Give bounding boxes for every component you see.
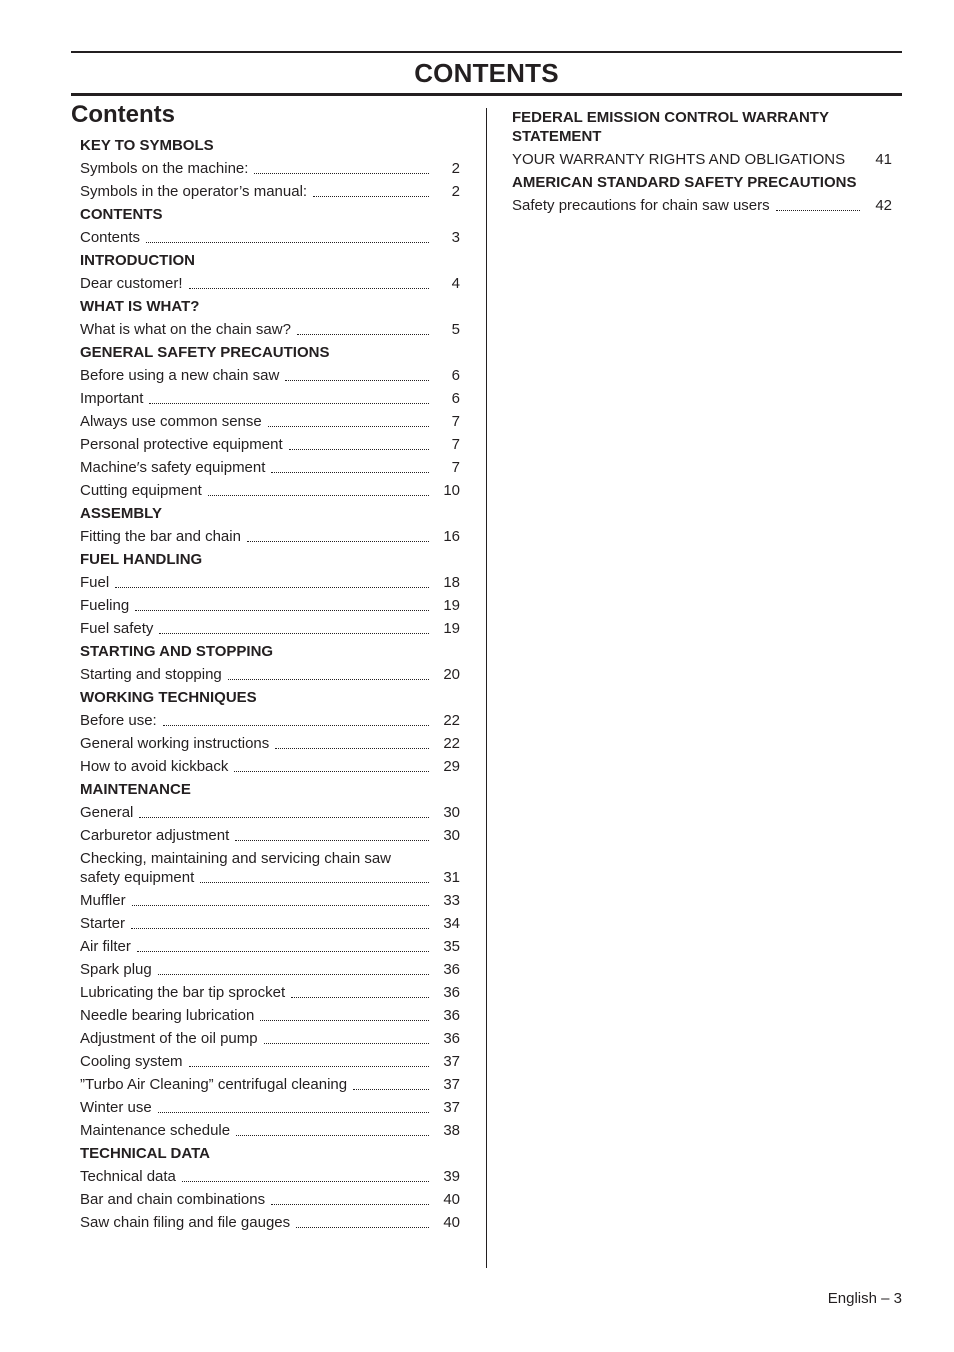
toc-entry-title: Fuel bbox=[80, 574, 110, 591]
toc-page-number: 39 bbox=[443, 1168, 460, 1185]
toc-leader-dots bbox=[163, 725, 429, 726]
toc-page-number: 22 bbox=[443, 735, 460, 752]
toc-page-number: 6 bbox=[451, 367, 460, 384]
toc-entry-title: Contents bbox=[80, 229, 141, 246]
toc-entry[interactable] bbox=[80, 755, 460, 778]
toc-entry-title: General bbox=[80, 804, 134, 821]
toc-section-heading: CONTENTS bbox=[80, 206, 163, 223]
toc-entry-title: Checking, maintaining and servicing chain saw bbox=[80, 850, 392, 867]
toc-entry[interactable] bbox=[512, 148, 892, 171]
toc-page-number: 18 bbox=[443, 574, 460, 591]
toc-entry[interactable] bbox=[80, 912, 460, 935]
toc-page-number: 2 bbox=[451, 183, 460, 200]
toc-entry-lead bbox=[80, 711, 429, 730]
toc-section-heading: FEDERAL EMISSION CONTROL WARRANTY STATEMENT bbox=[512, 109, 829, 145]
toc-leader-dots bbox=[208, 495, 429, 496]
toc-entry-lead bbox=[80, 1052, 429, 1071]
toc-entry-lead bbox=[80, 159, 429, 178]
toc-section-heading: KEY TO SYMBOLS bbox=[80, 137, 214, 154]
toc-entry-lead bbox=[80, 757, 429, 776]
toc-page-number: 7 bbox=[451, 413, 460, 430]
toc-leader-dots bbox=[275, 748, 429, 749]
toc-entry-title: Safety precautions for chain saw users bbox=[512, 197, 770, 214]
toc-page-number: 3 bbox=[451, 229, 460, 246]
toc-page-number: 37 bbox=[443, 1099, 460, 1116]
toc-entry-lead bbox=[80, 527, 429, 546]
toc-leader-dots bbox=[235, 840, 429, 841]
toc-entry[interactable] bbox=[80, 364, 460, 387]
toc-entry[interactable] bbox=[80, 456, 460, 479]
toc-entry-lead bbox=[80, 665, 429, 684]
toc-entry-title: General working instructions bbox=[80, 735, 270, 752]
toc-leader-dots bbox=[247, 541, 429, 542]
toc-page-number: 34 bbox=[443, 915, 460, 932]
toc-page-number: 30 bbox=[443, 827, 460, 844]
toc-entry-title: safety equipment bbox=[80, 869, 195, 886]
toc-entry-lead bbox=[80, 937, 429, 956]
toc-entry-lead bbox=[80, 573, 429, 592]
toc-entry[interactable] bbox=[80, 410, 460, 433]
toc-entry-title: Symbols on the machine: bbox=[80, 160, 249, 177]
toc-leader-dots bbox=[313, 196, 429, 197]
toc-section-heading: MAINTENANCE bbox=[80, 781, 191, 798]
toc-entry-title: Lubricating the bar tip sprocket bbox=[80, 984, 286, 1001]
toc-page-number: 2 bbox=[451, 160, 460, 177]
toc-entry-title: Starting and stopping bbox=[80, 666, 222, 683]
toc-entry-lead bbox=[80, 960, 429, 979]
toc-entry-title: Saw chain filing and file gauges bbox=[80, 1214, 291, 1231]
toc-leader-dots bbox=[776, 210, 860, 211]
toc-entry[interactable] bbox=[80, 594, 460, 617]
toc-page-number: 22 bbox=[443, 712, 460, 729]
toc-page-number: 36 bbox=[443, 961, 460, 978]
toc-entry[interactable] bbox=[80, 1188, 460, 1211]
toc-entry[interactable] bbox=[80, 1096, 460, 1119]
toc-entry-lead bbox=[80, 1075, 429, 1094]
toc-entry-lead bbox=[80, 182, 429, 201]
toc-leader-dots bbox=[158, 1112, 429, 1113]
toc-page-number: 40 bbox=[443, 1191, 460, 1208]
toc-entry-lead bbox=[80, 435, 429, 454]
toc-leader-dots bbox=[158, 974, 429, 975]
toc-entry-lead bbox=[80, 914, 429, 933]
toc-page-number: 37 bbox=[443, 1076, 460, 1093]
toc-page-number: 10 bbox=[443, 482, 460, 499]
toc-section-heading: TECHNICAL DATA bbox=[80, 1145, 210, 1162]
toc-entry[interactable] bbox=[80, 1119, 460, 1142]
toc-entry-lead bbox=[512, 150, 860, 169]
toc-entry[interactable] bbox=[80, 226, 460, 249]
toc-page-number: 7 bbox=[451, 436, 460, 453]
toc-entry-title: Cooling system bbox=[80, 1053, 183, 1070]
toc-leader-dots bbox=[268, 426, 429, 427]
toc-leader-dots bbox=[189, 288, 429, 289]
toc-entry[interactable] bbox=[80, 1073, 460, 1096]
toc-entry-lead bbox=[80, 1121, 429, 1140]
toc-leader-dots bbox=[135, 610, 429, 611]
toc-page-number: 31 bbox=[443, 869, 460, 886]
toc-entry[interactable] bbox=[80, 958, 460, 981]
toc-entry-title: How to avoid kickback bbox=[80, 758, 229, 775]
toc-leader-dots bbox=[254, 173, 429, 174]
toc-entry-title: Carburetor adjustment bbox=[80, 827, 230, 844]
toc-leader-dots bbox=[139, 817, 429, 818]
toc-leader-dots bbox=[297, 334, 429, 335]
toc-entry[interactable] bbox=[80, 180, 460, 203]
toc-entry[interactable] bbox=[80, 1004, 460, 1027]
toc-page-number: 7 bbox=[451, 459, 460, 476]
toc-entry-title: Symbols in the operator’s manual: bbox=[80, 183, 308, 200]
toc-page-number: 36 bbox=[443, 984, 460, 1001]
toc-entry[interactable] bbox=[80, 824, 460, 847]
toc-page-number: 42 bbox=[875, 197, 892, 214]
toc-entry-title: Bar and chain combinations bbox=[80, 1191, 266, 1208]
toc-entry-lead bbox=[80, 868, 429, 887]
toc-page-number: 19 bbox=[443, 620, 460, 637]
toc-leader-dots bbox=[260, 1020, 429, 1021]
toc-leader-dots bbox=[228, 679, 429, 680]
header-top-rule bbox=[71, 51, 902, 53]
toc-entry-lead bbox=[80, 983, 429, 1002]
header-bottom-rule bbox=[71, 93, 902, 96]
toc-section-heading: GENERAL SAFETY PRECAUTIONS bbox=[80, 344, 330, 361]
footer-page-label: English – 3 bbox=[827, 1290, 902, 1307]
toc-leader-dots bbox=[289, 449, 429, 450]
toc-leader-dots bbox=[291, 997, 429, 998]
toc-entry-lead bbox=[80, 1098, 429, 1117]
toc-entry-lead bbox=[80, 619, 429, 638]
toc-page-number: 33 bbox=[443, 892, 460, 909]
toc-page-number: 20 bbox=[443, 666, 460, 683]
toc-entry-title: Before using a new chain saw bbox=[80, 367, 280, 384]
toc-entry[interactable] bbox=[80, 433, 460, 456]
toc-entry-lead bbox=[80, 1213, 429, 1232]
toc-entry-lead bbox=[80, 481, 429, 500]
toc-entry[interactable] bbox=[80, 709, 460, 732]
toc-entry-lead bbox=[80, 389, 429, 408]
toc-page-number: 29 bbox=[443, 758, 460, 775]
toc-section-heading: FUEL HANDLING bbox=[80, 551, 203, 568]
toc-entry[interactable] bbox=[80, 318, 460, 341]
toc-entry-title: Fitting the bar and chain bbox=[80, 528, 241, 545]
toc-leader-dots bbox=[182, 1181, 429, 1182]
toc-section-heading: WORKING TECHNIQUES bbox=[80, 689, 257, 706]
section-heading: Contents bbox=[71, 101, 175, 128]
toc-leader-dots bbox=[285, 380, 429, 381]
toc-entry-lead bbox=[80, 1190, 429, 1209]
toc-leader-dots bbox=[131, 928, 429, 929]
toc-entry-lead bbox=[80, 734, 429, 753]
toc-page-number: 16 bbox=[443, 528, 460, 545]
toc-entry-title: Maintenance schedule bbox=[80, 1122, 231, 1139]
toc-entry[interactable] bbox=[80, 732, 460, 755]
toc-entry-lead bbox=[80, 458, 429, 477]
toc-leader-dots bbox=[146, 242, 429, 243]
toc-page-number: 37 bbox=[443, 1053, 460, 1070]
toc-entry[interactable] bbox=[80, 889, 460, 912]
toc-entry[interactable] bbox=[80, 272, 460, 295]
toc-entry[interactable] bbox=[80, 479, 460, 502]
toc-leader-dots bbox=[353, 1089, 429, 1090]
toc-leader-dots bbox=[236, 1135, 429, 1136]
toc-entry[interactable] bbox=[80, 1211, 460, 1234]
toc-entry[interactable] bbox=[80, 801, 460, 824]
toc-entry[interactable] bbox=[80, 981, 460, 1004]
toc-page-number: 4 bbox=[451, 275, 460, 292]
toc-leader-dots bbox=[159, 633, 429, 634]
toc-entry[interactable] bbox=[80, 1165, 460, 1188]
toc-page-number: 36 bbox=[443, 1007, 460, 1024]
toc-entry-lead bbox=[80, 366, 429, 385]
toc-entry[interactable] bbox=[80, 663, 460, 686]
toc-leader-dots bbox=[264, 1043, 429, 1044]
toc-entry-title: Muffler bbox=[80, 892, 126, 909]
toc-page-number: 30 bbox=[443, 804, 460, 821]
toc-entry-lead bbox=[80, 1029, 429, 1048]
toc-entry-lead bbox=[80, 1006, 429, 1025]
toc-entry-title: Needle bearing lubrication bbox=[80, 1007, 255, 1024]
toc-entry-title: Fuel safety bbox=[80, 620, 154, 637]
toc-entry-title: Winter use bbox=[80, 1099, 152, 1116]
toc-leader-dots bbox=[137, 951, 429, 952]
toc-entry-title: Spark plug bbox=[80, 961, 152, 978]
toc-entry[interactable] bbox=[80, 571, 460, 594]
toc-entry-title: Cutting equipment bbox=[80, 482, 202, 499]
toc-leader-dots bbox=[271, 472, 429, 473]
toc-entry-title: ”Turbo Air Cleaning” centrifugal cleaning bbox=[80, 1076, 348, 1093]
toc-leader-dots bbox=[132, 905, 429, 906]
toc-entry[interactable] bbox=[80, 847, 460, 868]
toc-leader-dots bbox=[271, 1204, 429, 1205]
toc-entry-title: YOUR WARRANTY RIGHTS AND OBLIGATIONS bbox=[512, 151, 846, 168]
toc-page-number: 6 bbox=[451, 390, 460, 407]
toc-entry-lead bbox=[512, 196, 860, 215]
toc-entry-title: Dear customer! bbox=[80, 275, 183, 292]
toc-section-heading: INTRODUCTION bbox=[80, 252, 195, 269]
toc-leader-dots bbox=[296, 1227, 429, 1228]
toc-entry-title: Always use common sense bbox=[80, 413, 262, 430]
toc-entry-lead bbox=[80, 320, 429, 339]
toc-entry-title: Adjustment of the oil pump bbox=[80, 1030, 258, 1047]
toc-left-column bbox=[80, 134, 460, 1234]
toc-page-number: 38 bbox=[443, 1122, 460, 1139]
toc-leader-dots bbox=[234, 771, 429, 772]
toc-entry-title: Technical data bbox=[80, 1168, 176, 1185]
toc-entry-title: Important bbox=[80, 390, 144, 407]
toc-entry-lead bbox=[80, 596, 429, 615]
toc-entry-lead bbox=[80, 891, 429, 910]
toc-entry[interactable] bbox=[80, 617, 460, 640]
toc-entry-lead bbox=[80, 412, 429, 431]
toc-section-heading: WHAT IS WHAT? bbox=[80, 298, 200, 315]
toc-leader-dots bbox=[115, 587, 429, 588]
toc-entry-continuation[interactable] bbox=[80, 868, 460, 889]
toc-entry[interactable] bbox=[80, 1027, 460, 1050]
toc-page-number: 19 bbox=[443, 597, 460, 614]
toc-entry-lead bbox=[80, 1167, 429, 1186]
toc-entry-lead bbox=[80, 826, 429, 845]
toc-entry[interactable] bbox=[80, 935, 460, 958]
toc-entry[interactable] bbox=[80, 1050, 460, 1073]
page-title: CONTENTS bbox=[414, 58, 559, 88]
toc-entry[interactable] bbox=[80, 387, 460, 410]
toc-entry[interactable] bbox=[80, 157, 460, 180]
toc-page-number: 35 bbox=[443, 938, 460, 955]
toc-page-number: 36 bbox=[443, 1030, 460, 1047]
toc-entry-title: What is what on the chain saw? bbox=[80, 321, 291, 338]
toc-entry[interactable] bbox=[512, 194, 892, 217]
toc-entry-lead bbox=[80, 803, 429, 822]
toc-leader-dots bbox=[189, 1066, 429, 1067]
toc-page-number: 5 bbox=[451, 321, 460, 338]
toc-right-column bbox=[512, 106, 892, 217]
toc-page-number: 41 bbox=[875, 151, 892, 168]
toc-section-heading: STARTING AND STOPPING bbox=[80, 643, 274, 660]
toc-page-number: 40 bbox=[443, 1214, 460, 1231]
toc-section-heading: ASSEMBLY bbox=[80, 505, 162, 522]
toc-entry-title: Air filter bbox=[80, 938, 131, 955]
toc-entry-title: Machine′s safety equipment bbox=[80, 459, 266, 476]
toc-entry-lead bbox=[80, 274, 429, 293]
toc-leader-dots bbox=[200, 882, 429, 883]
toc-entry-title: Fueling bbox=[80, 597, 130, 614]
toc-entry-title: Starter bbox=[80, 915, 126, 932]
toc-entry-title: Personal protective equipment bbox=[80, 436, 283, 453]
toc-leader-dots bbox=[149, 403, 429, 404]
toc-entry[interactable] bbox=[80, 525, 460, 548]
toc-section-heading: AMERICAN STANDARD SAFETY PRECAUTIONS bbox=[512, 174, 857, 191]
toc-entry-title: Before use: bbox=[80, 712, 157, 729]
column-divider bbox=[486, 108, 487, 1268]
toc-entry-lead bbox=[80, 228, 429, 247]
